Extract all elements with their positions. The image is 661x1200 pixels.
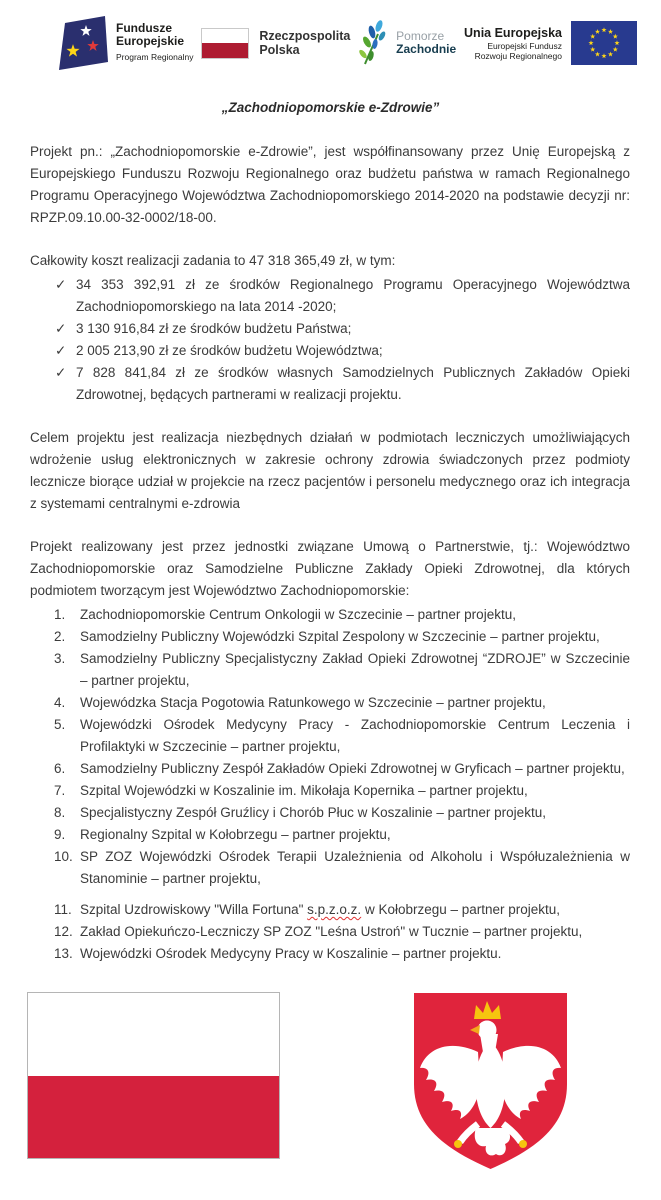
- pomorze-zachodnie-griffin-icon: [358, 20, 390, 66]
- cost-item-text: 34 353 392,91 zł ze środków Regionalnego Programu Operacyjnego Województwa Zachodniopomorskiego na lata 2014 -2020;: [76, 277, 630, 314]
- partner-item-pre: Szpital Uzdrowiskowy "Willa Fortuna": [80, 902, 308, 917]
- partner-item: Szpital Wojewódzki w Koszalinie im. Mikołaja Kopernika – partner projektu,: [80, 783, 528, 798]
- fe-line2: Europejskie: [116, 34, 185, 48]
- partner-item: Regionalny Szpital w Kołobrzegu – partner projektu,: [80, 827, 391, 842]
- ue-line1: Unia Europejska: [464, 25, 562, 40]
- cost-item: [30, 340, 630, 362]
- cost-item-text: 3 130 916,84 zł ze środków budżetu Państwa;: [76, 321, 352, 336]
- partner-item: Wojewódzka Stacja Pogotowia Ratunkowego w Szczecinie – partner projektu,: [80, 695, 546, 710]
- logo-unia-europejska: [464, 21, 637, 65]
- partner-item: [30, 899, 630, 921]
- partner-item: Samodzielny Publiczny Zespół Zakładów Opieki Zdrowotnej w Gryficach – partner projektu,: [80, 761, 625, 776]
- check-icon: ✓: [55, 277, 67, 292]
- polish-flag-icon: [201, 28, 249, 59]
- fe-line3: Program Regionalny: [116, 52, 194, 62]
- rp-line2: Polska: [259, 43, 300, 57]
- partner-item: Samodzielny Publiczny Wojewódzki Szpital Zespolony w Szczecinie – partner projektu,: [80, 629, 600, 644]
- poland-flag-image: [27, 992, 280, 1159]
- rzeczpospolita-polska-label: [259, 29, 350, 57]
- misspelled-word: s.p.z.o.z.: [307, 902, 362, 917]
- logo-fundusze-europejskie: [56, 15, 193, 71]
- pz-line2: Zachodnie: [396, 42, 457, 56]
- ue-line2: Europejski Fundusz: [487, 40, 562, 51]
- cost-item: [30, 362, 630, 406]
- goal-paragraph: Celem projektu jest realizacja niezbędnych działań w podmiotach leczniczych umożliwiających wdrożenie usług elektronicznych w zakresie ochrony zdrowia świadczonych przez podmioty lecznicze biorące udział w projekcie na rzecz pacjentów i personelu medycznego oraz ich integracja z systemami centralnymi e-zdrowia: [30, 430, 630, 511]
- eu-flag-icon: [571, 21, 637, 65]
- rp-line1: Rzeczpospolita: [259, 29, 351, 43]
- partner-item: Specjalistyczny Zespół Gruźlicy i Chorób Płuc w Koszalinie – partner projektu,: [80, 805, 546, 820]
- cost-item: [30, 318, 630, 340]
- partner-item: Wojewódzki Ośrodek Medycyny Pracy - Zachodniopomorskie Centrum Leczenia i Profilaktyki w Szczecinie – partner projektu,: [80, 717, 630, 754]
- check-icon: ✓: [55, 365, 67, 380]
- partner-item: Zakład Opiekuńczo-Leczniczy SP ZOZ "Leśna Ustroń" w Tucznie – partner projektu,: [80, 924, 583, 939]
- ue-line3: Rozwoju Regionalnego: [474, 50, 562, 61]
- header-logos: [56, 14, 637, 72]
- partner-item: Wojewódzki Ośrodek Medycyny Pracy w Koszalinie – partner projektu.: [80, 946, 502, 961]
- logo-pomorze-zachodnie: [358, 20, 456, 66]
- partner-item: Samodzielny Publiczny Specjalistyczny Zakład Opieki Zdrowotnej “ZDROJE” w Szczecinie – partner projektu,: [80, 651, 630, 688]
- poland-coat-of-arms: [408, 990, 573, 1172]
- fundusze-europejskie-flag-icon: [56, 15, 108, 71]
- partner-item: SP ZOZ Wojewódzki Ośrodek Terapii Uzależnienia od Alkoholu i Współuzależnienia w Stanominie – partner projektu,: [80, 849, 630, 886]
- partner-item: Zachodniopomorskie Centrum Onkologii w Szczecinie – partner projektu,: [80, 607, 516, 622]
- partner-item-post: w Kołobrzegu – partner projektu,: [361, 902, 561, 917]
- logo-rzeczpospolita-polska: [201, 28, 350, 59]
- pz-line1: Pomorze: [396, 29, 445, 43]
- check-icon: ✓: [55, 343, 67, 358]
- intro-paragraph: Projekt pn.: „Zachodniopomorskie e-Zdrowie”, jest współfinansowany przez Unię Europejską z Europejskiego Funduszu Rozwoju Regionalnego oraz budżetu państwa w ramach Regionalnego Programu Operacyjnego Województwa Zachodniopomorskiego 2014-2020 na podstawie decyzji nr: RPZP.09.10.00-32-0002/18-00.: [30, 144, 630, 225]
- fundusze-europejskie-label: [116, 22, 193, 64]
- document-body: [30, 141, 630, 965]
- check-icon: ✓: [55, 321, 67, 336]
- cost-lead: Całkowity koszt realizacji zadania to 47 318 365,49 zł, w tym:: [30, 253, 396, 268]
- cost-item: [30, 274, 630, 318]
- pomorze-zachodnie-label: [396, 30, 456, 56]
- cost-item-text: 2 005 213,90 zł ze środków budżetu Województwa;: [76, 343, 383, 358]
- cost-checklist: [30, 274, 630, 406]
- partners-lead: Projekt realizowany jest przez jednostki związane Umową o Partnerstwie, tj.: Województwo Zachodniopomorskie oraz Samodzielne Publiczne Zakłady Opieki Zdrowotnej, dla których podmiotem tworzącym jest Województwo Zachodniopomorskie:: [30, 539, 630, 598]
- cost-item-text: 7 828 841,84 zł ze środków własnych Samodzielnych Publicznych Zakładów Opieki Zdrowotnej, będących partnerami w realizacji projektu.: [76, 365, 630, 402]
- unia-europejska-label: [464, 26, 562, 61]
- partners-list: [30, 604, 630, 965]
- page-title: „Zachodniopomorskie e-Zdrowie”: [221, 100, 440, 115]
- fe-line1: Fundusze: [116, 21, 172, 35]
